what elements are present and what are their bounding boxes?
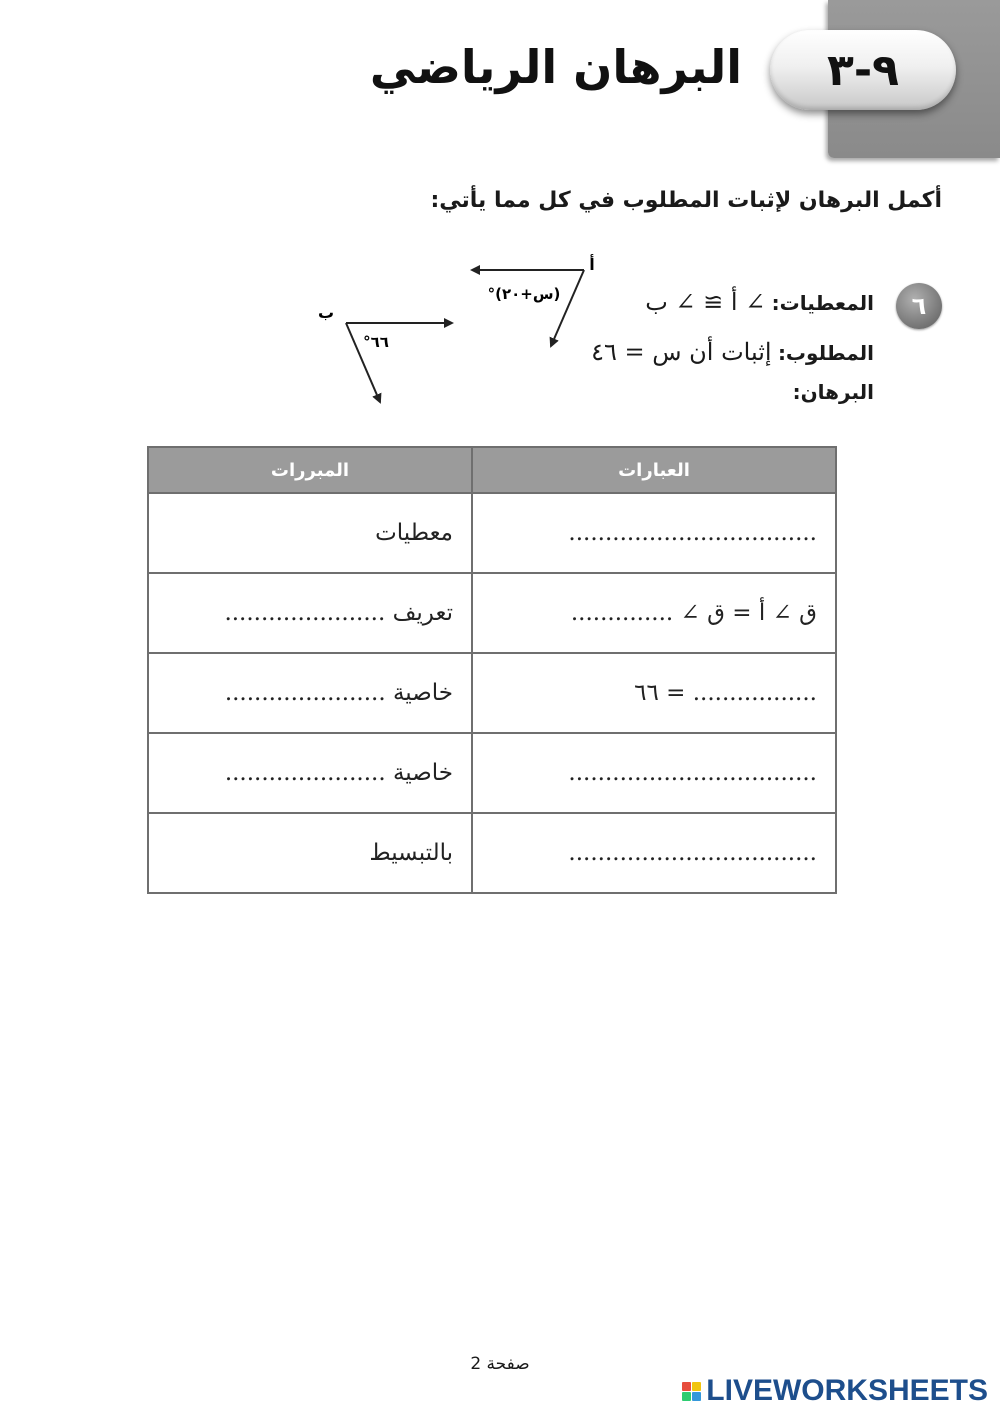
statement-cell[interactable]: .................................. [472,493,836,573]
table-row [148,573,836,653]
liveworksheets-brand [682,1374,988,1408]
reason-cell[interactable]: خاصية ...................... [148,733,472,813]
question-number-badge: ٦ [896,283,942,329]
reason-cell: بالتبسيط [148,813,472,893]
given-value: ∠ أ ≅ ∠ ب [645,288,766,316]
page-footer [0,1354,1000,1374]
proof-table [147,446,837,894]
brand-logo-square [682,1382,691,1391]
table-row [148,733,836,813]
brand-logo-square [692,1392,701,1401]
page-title: البرهان الرياضي [369,40,742,94]
table-header-row [148,447,836,493]
reason-cell[interactable]: خاصية ...................... [148,653,472,733]
instruction-text: أكمل البرهان لإثبات المطلوب في كل مما يأتي: [430,188,942,213]
table-row [148,493,836,573]
angle-b [318,303,452,402]
lesson-number-badge: ٩-٣ [770,30,956,110]
brand-logo-square [682,1392,691,1401]
reason-cell: معطيات [148,493,472,573]
statement-cell[interactable]: ................. = ٦٦ [472,653,836,733]
statement-cell[interactable]: ق ∠ أ = ق ∠ .............. [472,573,836,653]
given-label: المعطيات: [771,291,874,315]
angle-a-measure: (س+٢٠)° [487,285,561,303]
required-label: المطلوب: [777,341,874,365]
angles-figure [300,250,620,420]
proof-label: البرهان: [792,380,874,404]
angle-a-ray-2 [551,270,584,346]
proof-line [793,380,874,404]
page-number: 2 [470,1354,482,1374]
statement-cell[interactable]: .................................. [472,813,836,893]
given-line [645,288,874,316]
angle-a-label: أ [589,255,595,274]
angle-b-measure: ٦٦° [363,333,389,351]
reasons-header: المبررات [148,447,472,493]
table-row [148,813,836,893]
statements-header: العبارات [472,447,836,493]
angle-a [472,254,595,346]
required-line [591,338,874,366]
angle-b-label: ب [317,303,335,322]
required-value: إثبات أن س = ٤٦ [591,338,772,366]
table-row [148,653,836,733]
brand-logo-square [692,1382,701,1391]
reason-cell[interactable]: تعريف ...................... [148,573,472,653]
brand-logo-icon [682,1382,701,1401]
page-label: صفحة [486,1354,530,1374]
brand-name: LIVEWORKSHEETS [706,1374,988,1407]
statement-cell[interactable]: .................................. [472,733,836,813]
